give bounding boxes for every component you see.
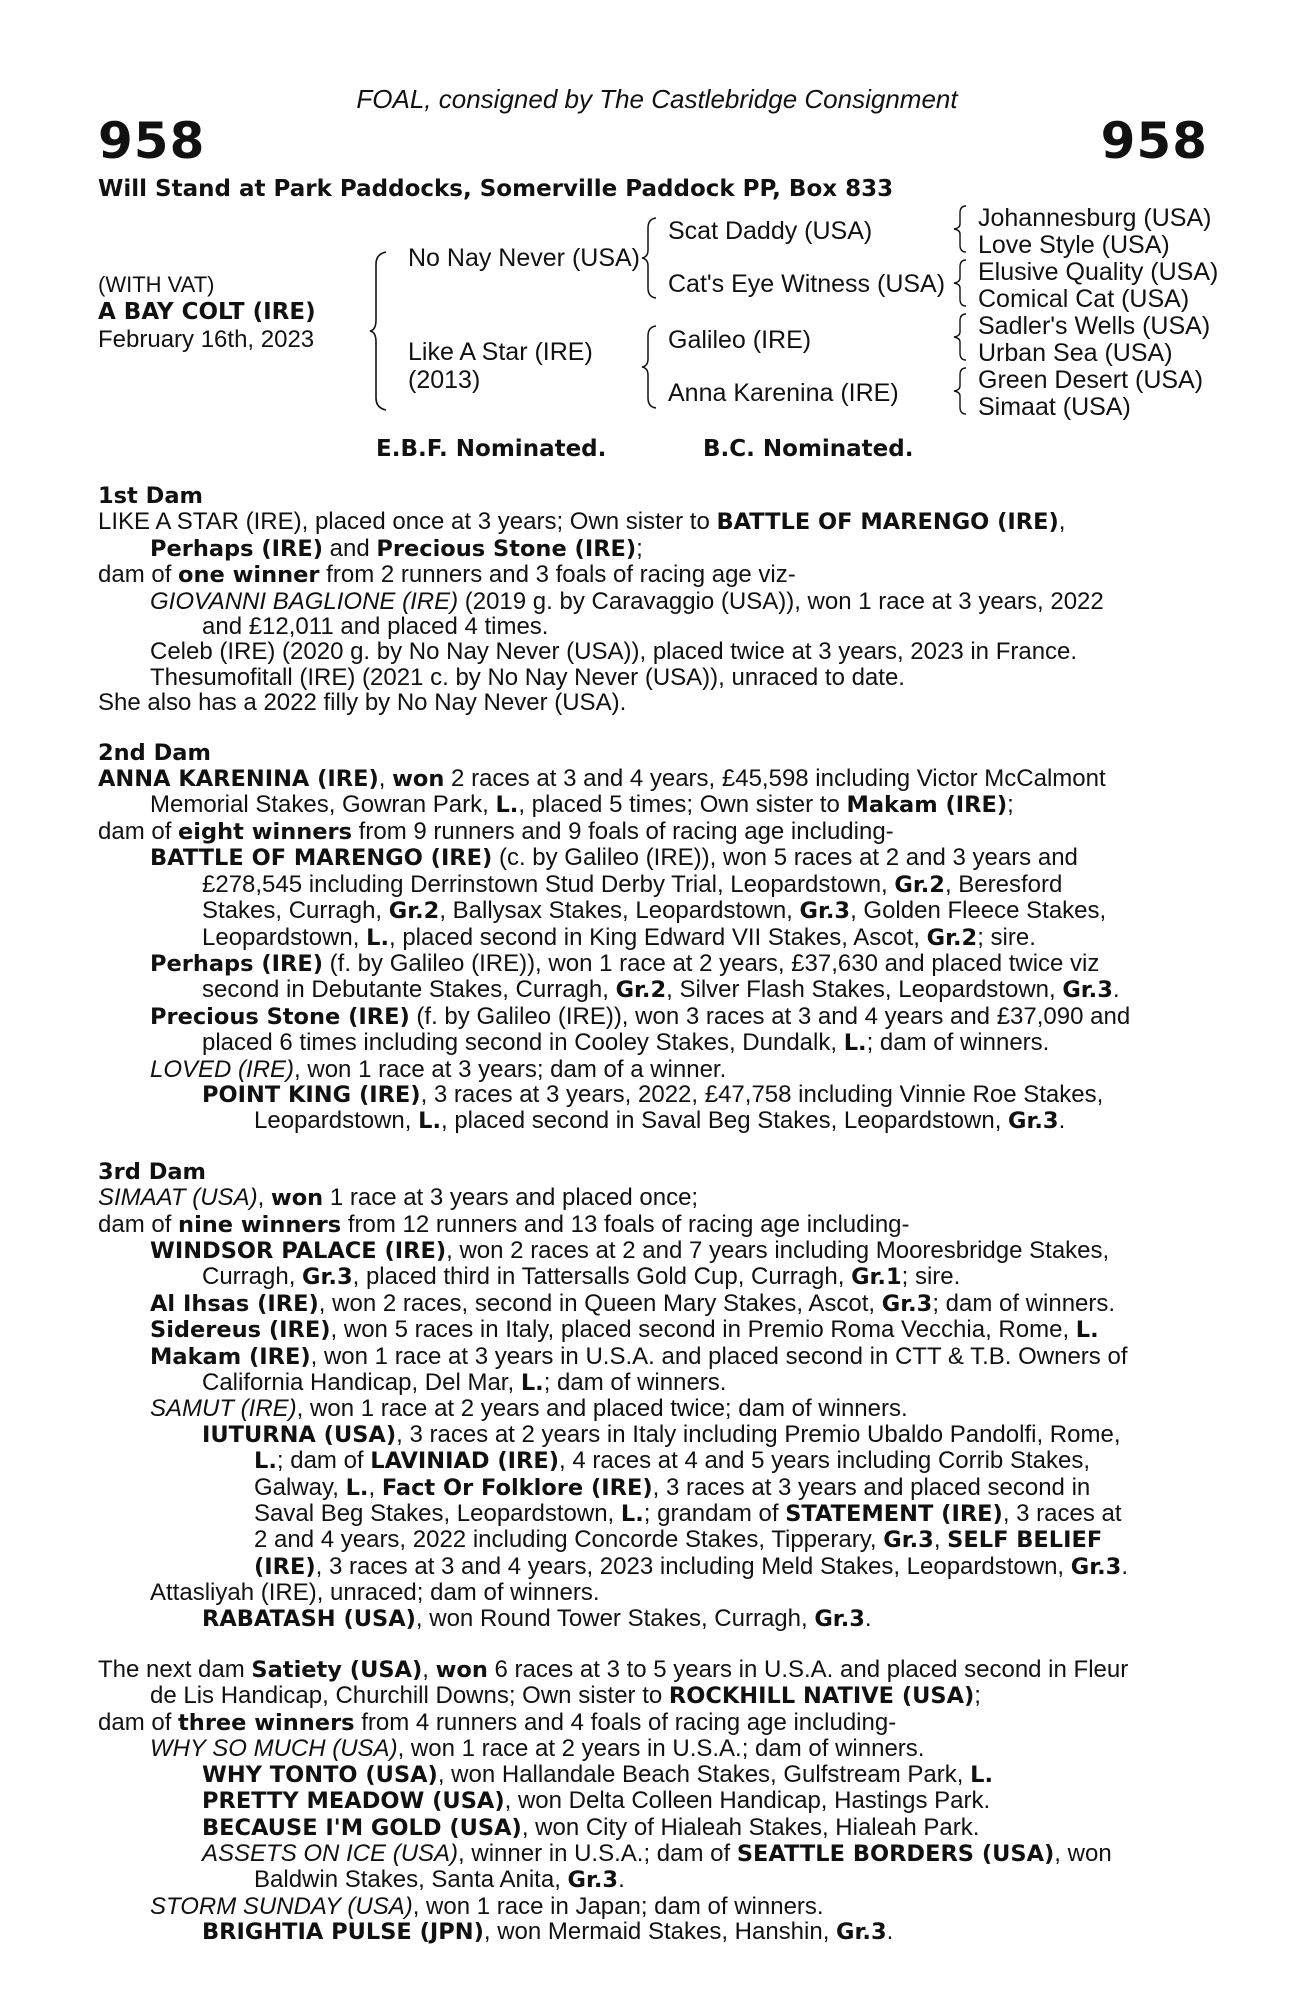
pedigree-brace-main bbox=[368, 250, 390, 412]
pedigree-notes bbox=[98, 484, 1210, 1946]
produce-entry: WHY SO MUCH (USA), won 1 race at 2 years in U.S.A.; dam of winners. bbox=[150, 1735, 925, 1763]
pedigree-brace-dam bbox=[640, 324, 660, 410]
pedigree-brace-g3 bbox=[952, 312, 970, 362]
produce-entry: BATTLE OF MARENGO (IRE) (c. by Galileo (IRE)), won 5 races at 2 and 3 years and bbox=[150, 844, 1078, 872]
grandsire-1: Johannesburg (USA) bbox=[978, 204, 1212, 232]
pedigree-brace-sire bbox=[640, 216, 660, 300]
grand-produce-entry-cont: (IRE), 3 races at 3 and 4 years, 2023 including Meld Stakes, Leopardstown, Gr.3. bbox=[254, 1552, 1128, 1580]
grand-produce-entry: WHY TONTO (USA), won Hallandale Beach Stakes, Gulfstream Park, L. bbox=[202, 1760, 993, 1788]
produce-entry-cont: Leopardstown, L., placed second in King Edward VII Stakes, Ascot, Gr.2; sire. bbox=[202, 923, 1036, 951]
pedigree-brace-g2 bbox=[952, 258, 970, 308]
grand-produce-entry-cont: Saval Beg Stakes, Leopardstown, L.; grandam of STATEMENT (IRE), 3 races at bbox=[254, 1500, 1122, 1528]
third-dam-section bbox=[98, 1160, 1210, 1632]
produce-entry-cont: Curragh, Gr.3, placed third in Tattersalls Gold Cup, Curragh, Gr.1; sire. bbox=[202, 1263, 961, 1291]
sire-dam: Cat's Eye Witness (USA) bbox=[668, 270, 946, 298]
stand-location: Will Stand at Park Paddocks, Somerville Paddock PP, Box 833 bbox=[98, 176, 894, 202]
sire-sire: Scat Daddy (USA) bbox=[668, 217, 873, 245]
produce-note: She also has a 2022 filly by No Nay Never (USA). bbox=[98, 689, 627, 717]
produce-entry-cont: second in Debutante Stakes, Curragh, Gr.2, Silver Flash Stakes, Leopardstown, Gr.3. bbox=[202, 976, 1120, 1004]
consignment-line: FOAL, consigned by The Castlebridge Consignment bbox=[356, 84, 958, 114]
grand-produce-entry: BRIGHTIA PULSE (JPN), won Mermaid Stakes, Hanshin, Gr.3. bbox=[202, 1918, 894, 1946]
granddam-8: Simaat (USA) bbox=[978, 393, 1131, 421]
produce-summary: dam of one winner from 2 runners and 3 foals of racing age viz- bbox=[98, 561, 796, 589]
grand-produce-entry-cont: 2 and 4 years, 2022 including Concorde Stakes, Tipperary, Gr.3, SELF BELIEF bbox=[254, 1526, 1103, 1554]
dam-dam: Anna Karenina (IRE) bbox=[668, 379, 899, 407]
lot-number-left: 958 bbox=[98, 112, 206, 170]
grandsire-3: Elusive Quality (USA) bbox=[978, 258, 1219, 286]
grand-produce-entry: IUTURNA (USA), 3 races at 2 years in Italy including Premio Ubaldo Pandolfi, Rome, bbox=[202, 1420, 1121, 1448]
dam-description-cont: de Lis Handicap, Churchill Downs; Own sister to ROCKHILL NATIVE (USA); bbox=[150, 1682, 981, 1710]
produce-summary: dam of eight winners from 9 runners and 9 foals of racing age including- bbox=[98, 817, 894, 845]
grand-produce-entry-cont: L.; dam of LAVINIAD (IRE), 4 races at 4 and 5 years including Corrib Stakes, bbox=[254, 1447, 1090, 1475]
produce-entry: LOVED (IRE), won 1 race at 3 years; dam of a winner. bbox=[150, 1055, 727, 1083]
produce-entry: Celeb (IRE) (2020 g. by No Nay Never (USA)), placed twice at 3 years, 2023 in France. bbox=[150, 638, 1078, 666]
grand-produce-entry-cont: Galway, L., Fact Or Folklore (IRE), 3 races at 3 years and placed second in bbox=[254, 1473, 1091, 1501]
produce-summary: dam of three winners from 4 runners and 4 foals of racing age including- bbox=[98, 1708, 897, 1736]
dam-description: The next dam Satiety (USA), won 6 races at 3 to 5 years in U.S.A. and placed second in Fleur bbox=[98, 1656, 1129, 1684]
dam-description-cont: Memorial Stakes, Gowran Park, L., placed 5 times; Own sister to Makam (IRE); bbox=[150, 791, 1014, 819]
grand-produce-entry: RABATASH (USA), won Round Tower Stakes, Curragh, Gr.3. bbox=[202, 1604, 872, 1632]
dam-description-cont: Perhaps (IRE) and Precious Stone (IRE); bbox=[150, 534, 643, 562]
pedigree-brace-g4 bbox=[952, 366, 970, 416]
grand-produce-entry: POINT KING (IRE), 3 races at 3 years, 2022, £47,758 including Vinnie Roe Stakes, bbox=[202, 1080, 1104, 1108]
produce-entry: Precious Stone (IRE) (f. by Galileo (IRE)), won 3 races at 3 and 4 years and £37,090 and bbox=[150, 1002, 1131, 1030]
produce-entry: STORM SUNDAY (USA), won 1 race in Japan; dam of winners. bbox=[150, 1892, 824, 1920]
produce-summary: dam of nine winners from 12 runners and 13 foals of racing age including- bbox=[98, 1210, 910, 1238]
pedigree-brace-g1 bbox=[952, 204, 970, 254]
section-heading: 2nd Dam bbox=[98, 739, 211, 766]
grand-produce-entry-cont: Baldwin Stakes, Santa Anita, Gr.3. bbox=[254, 1866, 625, 1894]
dam-name: Like A Star (IRE) bbox=[408, 338, 593, 366]
dam-description: ANNA KARENINA (IRE), won 2 races at 3 and 4 years, £45,598 including Victor McCalmont bbox=[98, 765, 1106, 793]
dam-description: SIMAAT (USA), won 1 race at 3 years and placed once; bbox=[98, 1184, 699, 1212]
produce-entry: Attasliyah (IRE), unraced; dam of winners. bbox=[150, 1579, 600, 1607]
subject-name: A BAY COLT (IRE) bbox=[98, 299, 316, 325]
grand-produce-entry: PRETTY MEADOW (USA), won Delta Colleen Handicap, Hastings Park. bbox=[202, 1787, 991, 1815]
produce-entry-cont: Stakes, Curragh, Gr.2, Ballysax Stakes, Leopardstown, Gr.3, Golden Fleece Stakes, bbox=[202, 897, 1107, 925]
produce-entry: Al Ihsas (IRE), won 2 races, second in Queen Mary Stakes, Ascot, Gr.3; dam of winners. bbox=[150, 1289, 1116, 1317]
ebf-nominated: E.B.F. Nominated. bbox=[376, 436, 607, 462]
granddam-2: Love Style (USA) bbox=[978, 231, 1170, 259]
granddam-6: Urban Sea (USA) bbox=[978, 339, 1173, 367]
granddam-4: Comical Cat (USA) bbox=[978, 285, 1190, 313]
next-dam-section bbox=[98, 1657, 1210, 1945]
produce-entry-cont: placed 6 times including second in Cooley Stakes, Dundalk, L.; dam of winners. bbox=[202, 1029, 1050, 1057]
produce-entry: Makam (IRE), won 1 race at 3 years in U.S.A. and placed second in CTT & T.B. Owners of bbox=[150, 1342, 1128, 1370]
produce-entry: SAMUT (IRE), won 1 race at 2 years and placed twice; dam of winners. bbox=[150, 1395, 908, 1423]
produce-entry: Perhaps (IRE) (f. by Galileo (IRE)), won 1 race at 2 years, £37,630 and placed twice viz bbox=[150, 949, 1100, 977]
dam-description: LIKE A STAR (IRE), placed once at 3 years; Own sister to BATTLE OF MARENGO (IRE), bbox=[98, 508, 1066, 536]
grandsire-5: Sadler's Wells (USA) bbox=[978, 312, 1211, 340]
produce-entry-cont: and £12,011 and placed 4 times. bbox=[202, 613, 549, 641]
produce-entry: Sidereus (IRE), won 5 races in Italy, placed second in Premio Roma Vecchia, Rome, L. bbox=[150, 1316, 1099, 1344]
grand-produce-entry-cont: Leopardstown, L., placed second in Saval Beg Stakes, Leopardstown, Gr.3. bbox=[254, 1107, 1066, 1135]
produce-entry: WINDSOR PALACE (IRE), won 2 races at 2 and 7 years including Mooresbridge Stakes, bbox=[150, 1236, 1110, 1264]
grand-produce-entry: ASSETS ON ICE (USA), winner in U.S.A.; dam of SEATTLE BORDERS (USA), won bbox=[202, 1839, 1112, 1867]
produce-entry: GIOVANNI BAGLIONE (IRE) (2019 g. by Caravaggio (USA)), won 1 race at 3 years, 2022 bbox=[150, 587, 1104, 615]
dam-year: (2013) bbox=[408, 366, 481, 394]
produce-entry-cont: £278,545 including Derrinstown Stud Derby Trial, Leopardstown, Gr.2, Beresford bbox=[202, 870, 1063, 898]
second-dam-section bbox=[98, 741, 1210, 1135]
section-heading: 3rd Dam bbox=[98, 1158, 206, 1185]
produce-entry-cont: California Handicap, Del Mar, L.; dam of winners. bbox=[202, 1369, 727, 1396]
grandsire-7: Green Desert (USA) bbox=[978, 366, 1204, 394]
lot-number-right: 958 bbox=[1100, 112, 1208, 170]
sire-name: No Nay Never (USA) bbox=[408, 244, 640, 272]
produce-entry: Thesumofitall (IRE) (2021 c. by No Nay Never (USA)), unraced to date. bbox=[150, 663, 905, 691]
section-heading: 1st Dam bbox=[98, 483, 203, 509]
foaling-date: February 16th, 2023 bbox=[98, 326, 315, 353]
grand-produce-entry: BECAUSE I'M GOLD (USA), won City of Hialeah Stakes, Hialeah Park. bbox=[202, 1813, 980, 1841]
bc-nominated: B.C. Nominated. bbox=[703, 436, 914, 462]
first-dam-section bbox=[98, 484, 1210, 716]
dam-sire: Galileo (IRE) bbox=[668, 326, 812, 354]
vat-note: (WITH VAT) bbox=[98, 272, 215, 297]
